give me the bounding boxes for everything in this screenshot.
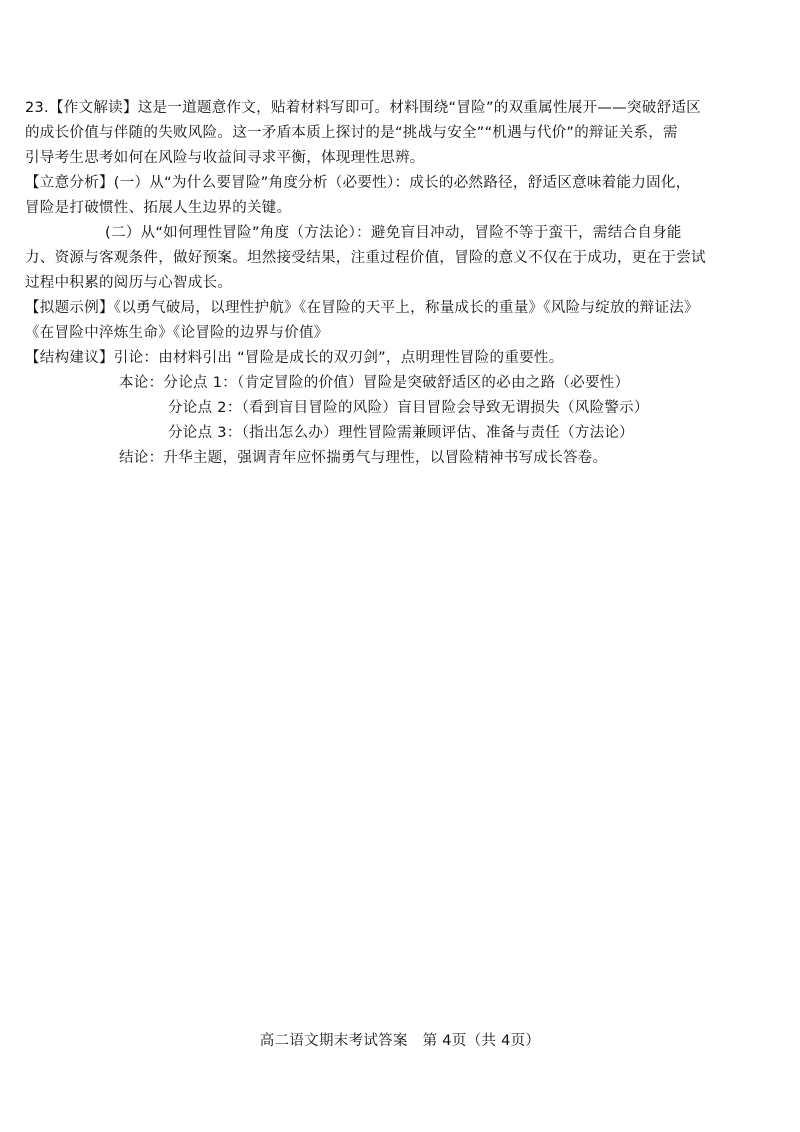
structure-body-point-2: 分论点 2：（看到盲目冒险的风险）盲目冒险会导致无谓损失（风险警示） bbox=[168, 400, 649, 416]
essay-interpretation-line-1: 23.【作文解读】这是一道题意作文，贴着材料写即可。材料围绕“冒险”的双重属性展开——突破舒适区 bbox=[25, 100, 701, 116]
structure-intro-line: 【结构建议】引论：由材料引出 “冒险是成长的双刃剑”，点明理性冒险的重要性。 bbox=[25, 350, 564, 366]
answer-content bbox=[25, 96, 775, 471]
structure-conclusion-line: 结论：升华主题，强调青年应怀揣勇气与理性，以冒险精神书写成长答卷。 bbox=[119, 450, 608, 466]
theme-analysis-line-3: (二）从“如何理性冒险”角度（方法论）：避免盲目冲动，冒险不等于蛮干，需结合自身能 bbox=[105, 225, 682, 241]
theme-analysis-line-4: 力、资源与客观条件，做好预案。坦然接受结果，注重过程价值，冒险的意义不仅在于成功，更在于尝试 bbox=[25, 250, 706, 266]
theme-analysis-line-5: 过程中积累的阅历与心智成长。 bbox=[25, 275, 233, 291]
structure-body-point-1: 本论：分论点 1：（肯定冒险的价值）冒险是突破舒适区的必由之路（必要性） bbox=[119, 375, 630, 391]
title-examples-line-2: 《在冒险中淬炼生命》《论冒险的边界与价值》 bbox=[25, 325, 329, 341]
structure-body-point-3: 分论点 3：（指出怎么办）理性冒险需兼顾评估、准备与责任（方法论） bbox=[168, 425, 634, 441]
theme-analysis-line-2: 冒险是打破惯性、拓展人生边界的关键。 bbox=[25, 200, 292, 216]
essay-interpretation-line-3: 引导考生思考如何在风险与收益间寻求平衡，体现理性思辨。 bbox=[25, 150, 425, 166]
essay-interpretation-line-2: 的成长价值与伴随的失败风险。这一矛盾本质上探讨的是“挑战与安全”“机遇与代价”的辩证关系，需 bbox=[25, 125, 678, 141]
theme-analysis-line-1: 【立意分析】(一）从“为什么要冒险”角度分析（必要性）：成长的必然路径，舒适区意味着能力固化， bbox=[25, 175, 691, 191]
page-footer: 高二语文期末考试答案 第 4页（共 4页） bbox=[259, 1033, 541, 1049]
title-examples-line-1: 【拟题示例】《以勇气破局，以理性护航》《在冒险的天平上，称量成长的重量》《风险与绽放的辩证法》 bbox=[25, 300, 699, 316]
